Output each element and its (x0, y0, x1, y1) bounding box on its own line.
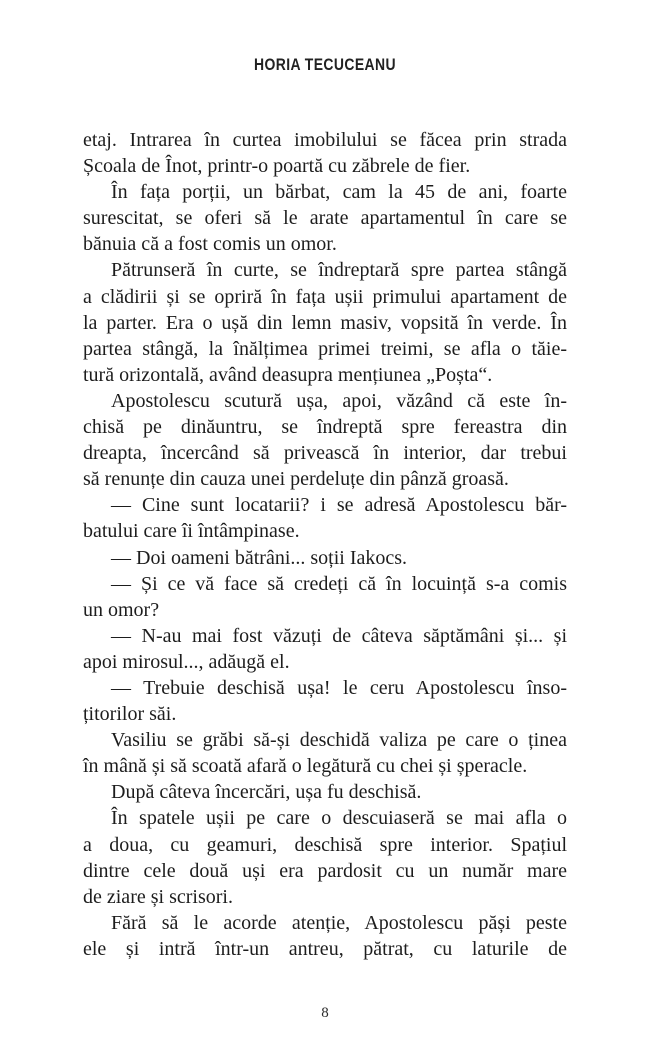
text-line: În spatele ușii pe care o descuiaseră se mai afla o (111, 807, 567, 830)
text-line: — Și ce vă face să credeți că în locuință s-a comis (111, 572, 567, 595)
text-line: Apostolescu scutură ușa, apoi, văzând că este în- (111, 389, 567, 412)
text-line: a doua, cu geamuri, deschisă spre interior. Spațiul (83, 833, 567, 856)
text-line: să renunțe din cauza unei perdeluțe din pânză groasă. (83, 468, 509, 491)
text-line: — Cine sunt locatarii? i se adresă Apostolescu băr- (111, 494, 567, 517)
text-line: chisă pe dinăuntru, se îndreptă spre fereastra din (83, 416, 567, 439)
text-line: etaj. Intrarea în curtea imobilului se făcea prin strada (83, 129, 567, 151)
text-line: țitorilor săi. (83, 703, 177, 726)
text-line: apoi mirosul..., adăugă el. (83, 650, 290, 673)
text-line: Pătrunseră în curte, se îndreptară spre partea stângă (111, 259, 567, 282)
text-line: surescitat, se oferi să le arate apartamentul în care se (83, 207, 567, 230)
text-line: partea stângă, la înălțimea primei treimi, se afla o tăie- (83, 337, 567, 360)
page-number: 8 (321, 1005, 329, 1021)
text-line: În fața porții, un bărbat, cam la 45 de ani, foarte (111, 181, 567, 204)
text-line: Vasiliu se grăbi să-și deschidă valiza pe care o ținea (111, 729, 567, 752)
text-line: la parter. Era o ușă din lemn masiv, vopsită în verde. În (83, 311, 567, 334)
text-line: dreapta, încercând să privească în interior, dar trebui (83, 442, 567, 465)
text-line: După câteva încercări, ușa fu deschisă. (111, 781, 422, 804)
text-line: — N-au mai fost văzuți de câteva săptămâni și... și (111, 624, 567, 647)
text-line: ele și intră într-un antreu, pătrat, cu laturile de (83, 937, 567, 960)
text-line: Școala de Înot, printr-o poartă cu zăbrele de fier. (83, 155, 471, 178)
text-line: tură orizontală, având deasupra mențiunea „Poșta“. (83, 363, 493, 386)
text-line: batului care îi întâmpinase. (83, 520, 300, 543)
text-line: un omor? (83, 598, 160, 621)
text-line: — Doi oameni bătrâni... soții Iakocs. (111, 546, 408, 569)
text-line: Fără să le acorde atenție, Apostolescu păși peste (111, 911, 567, 934)
text-line: de ziare și scrisori. (83, 885, 233, 908)
text-line: a clădirii și se opriră în fața ușii primului apartament de (83, 285, 567, 308)
text-line: în mână și să scoată afară o legătură cu chei și șperacle. (83, 755, 528, 778)
text-block (83, 127, 567, 962)
text-line: dintre cele două uși era pardosit cu un număr mare (83, 859, 567, 882)
running-header-author: HORIA TECUCEANU (254, 55, 396, 74)
text-line: bănuia că a fost comis un omor. (83, 233, 337, 256)
text-line: — Trebuie deschisă ușa! le ceru Apostolescu înso- (111, 676, 567, 699)
